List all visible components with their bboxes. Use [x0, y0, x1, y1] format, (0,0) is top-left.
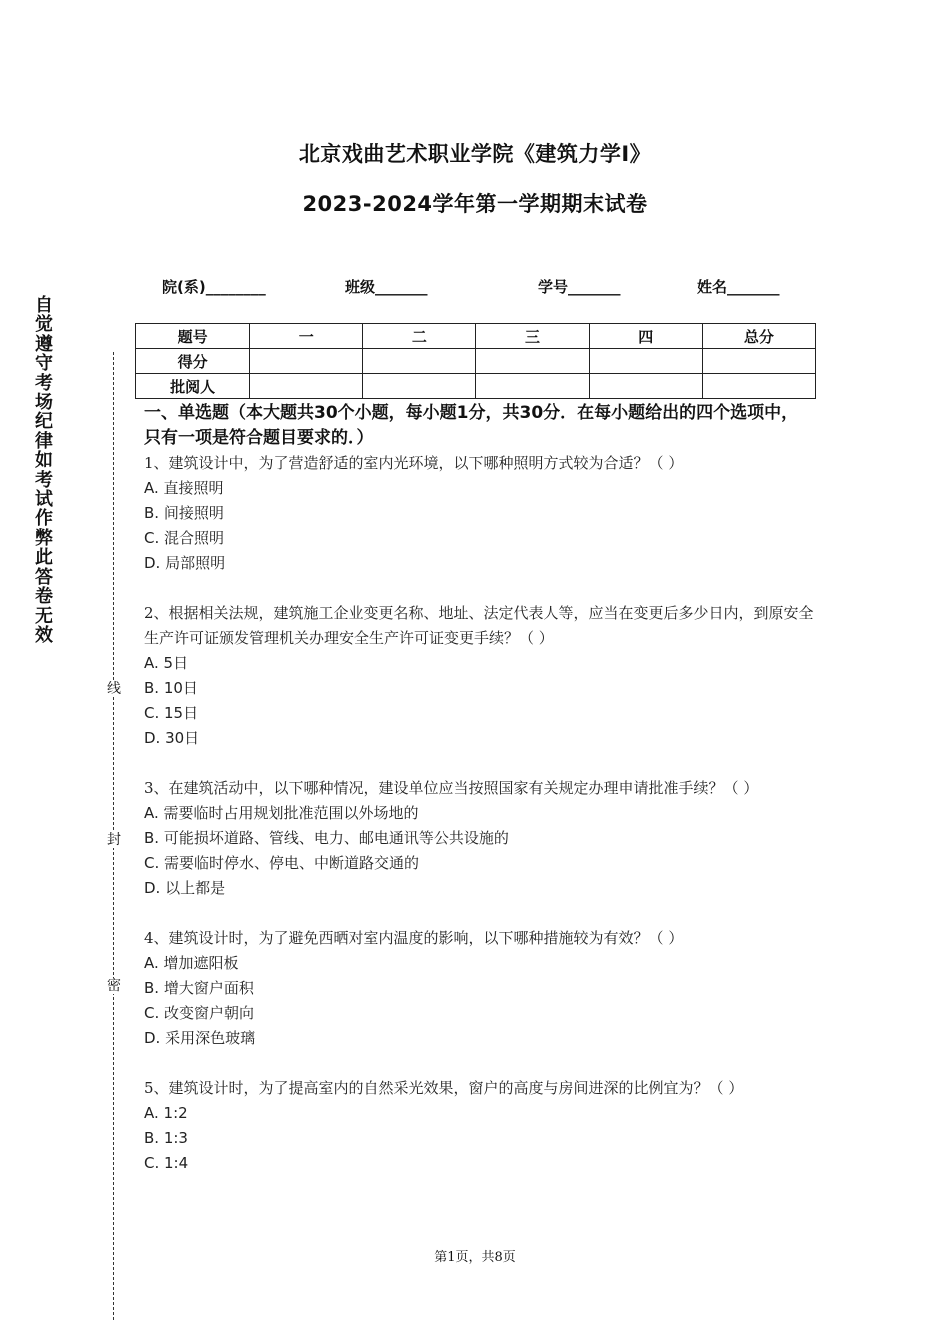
score-cell[interactable] — [250, 349, 363, 374]
option-b[interactable]: B. 10日 — [144, 679, 198, 697]
score-table-header-row — [136, 324, 816, 349]
score-cell[interactable] — [589, 349, 702, 374]
section-heading: 一、单选题（本大题共30个小题，每小题1分，共30分．在每小题给出的四个选项中，只有一项是符合题目要求的．） — [144, 403, 799, 448]
option-c[interactable]: C. 混合照明 — [144, 529, 225, 547]
row-label-score: 得分 — [136, 349, 250, 374]
page-footer: 第1页，共8页 — [434, 1250, 516, 1265]
option-b[interactable]: B. 增大窗户面积 — [144, 979, 254, 997]
option-c[interactable]: C. 15日 — [144, 704, 199, 722]
option-b[interactable]: B. 1:3 — [144, 1129, 188, 1147]
question-text: 4、建筑设计时，为了避免西晒对室内温度的影响，以下哪种措施较为有效？（ ） — [144, 929, 684, 947]
seal-mark-line: 线 — [107, 681, 121, 697]
option-c[interactable]: C. 需要临时停水、停电、中断道路交通的 — [144, 854, 420, 872]
question-1 — [144, 451, 814, 576]
table-header-cell: 总分 — [702, 324, 815, 349]
option-a[interactable]: A. 1:2 — [144, 1104, 188, 1122]
option-d[interactable]: D. 以上都是 — [144, 879, 226, 897]
grader-cell[interactable] — [702, 374, 815, 399]
question-text: 1、建筑设计中，为了营造舒适的室内光环境，以下哪种照明方式较为合适？（ ） — [144, 454, 684, 472]
question-2 — [144, 601, 814, 751]
department-field: 院(系)________ — [162, 278, 266, 296]
option-d[interactable]: D. 局部照明 — [144, 554, 226, 572]
question-3 — [144, 776, 814, 901]
exam-content — [144, 401, 814, 1176]
seal-mark-secret: 密 — [107, 978, 121, 994]
table-header-cell: 三 — [476, 324, 589, 349]
option-a[interactable]: A. 直接照明 — [144, 479, 224, 497]
table-header-cell: 一 — [250, 324, 363, 349]
option-d[interactable]: D. 采用深色玻璃 — [144, 1029, 256, 1047]
grader-cell[interactable] — [476, 374, 589, 399]
exam-title-line1: 北京戏曲艺术职业学院《建筑力学Ⅰ》 — [298, 142, 652, 166]
option-c[interactable]: C. 1:4 — [144, 1154, 189, 1172]
option-c[interactable]: C. 改变窗户朝向 — [144, 1004, 255, 1022]
score-cell[interactable] — [363, 349, 476, 374]
table-header-cell: 题号 — [136, 324, 250, 349]
seal-mark-seal: 封 — [107, 832, 121, 848]
exam-title-line2: 2023-2024学年第一学期期末试卷 — [302, 192, 648, 216]
question-5 — [144, 1076, 814, 1176]
table-header-cell: 四 — [589, 324, 702, 349]
score-cell[interactable] — [476, 349, 589, 374]
student-id-field: 学号_______ — [538, 278, 621, 296]
option-b[interactable]: B. 间接照明 — [144, 504, 224, 522]
class-field: 班级_______ — [345, 278, 428, 296]
question-4 — [144, 926, 814, 1051]
question-text: 3、在建筑活动中，以下哪种情况，建设单位应当按照国家有关规定办理申请批准手续？（ ） — [144, 779, 759, 797]
grader-cell[interactable] — [589, 374, 702, 399]
option-d[interactable]: D. 30日 — [144, 729, 200, 747]
option-a[interactable]: A. 需要临时占用规划批准范围以外场地的 — [144, 804, 419, 822]
score-table — [135, 323, 816, 399]
name-field: 姓名_______ — [697, 278, 780, 296]
row-label-grader: 批阅人 — [136, 374, 250, 399]
option-a[interactable]: A. 5日 — [144, 654, 189, 672]
question-text: 5、建筑设计时，为了提高室内的自然采光效果，窗户的高度与房间进深的比例宜为？（ ） — [144, 1079, 744, 1097]
score-row — [136, 349, 816, 374]
option-b[interactable]: B. 可能损坏道路、管线、电力、邮电通讯等公共设施的 — [144, 829, 509, 847]
grader-cell[interactable] — [250, 374, 363, 399]
side-notice: 自觉遵守考场纪律如考试作弊此答卷无效 — [35, 295, 53, 646]
option-a[interactable]: A. 增加遮阳板 — [144, 954, 239, 972]
table-header-cell: 二 — [363, 324, 476, 349]
score-cell[interactable] — [702, 349, 815, 374]
grader-cell[interactable] — [363, 374, 476, 399]
grader-row — [136, 374, 816, 399]
question-text: 2、根据相关法规，建筑施工企业变更名称、地址、法定代表人等，应当在变更后多少日内，到原安全生产许可证颁发管理机关办理安全生产许可证变更手续？（ ） — [144, 604, 814, 647]
